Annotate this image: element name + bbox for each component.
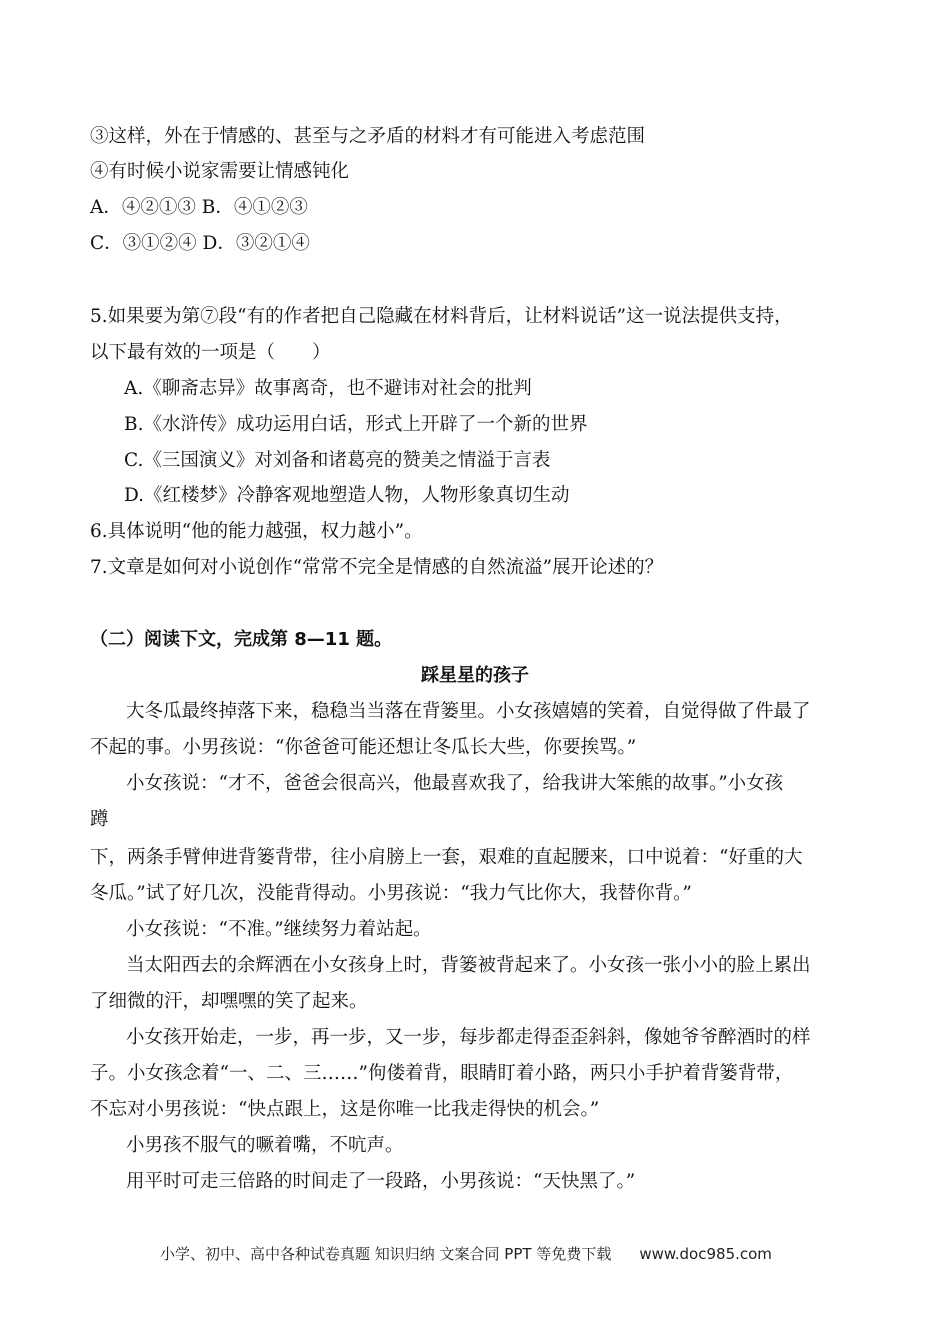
story-line: 大冬瓜最终掉落下来，稳稳当当落在背篓里。小女孩嬉嬉的笑着，自觉得做了件最了 — [126, 701, 811, 722]
page-footer — [160, 1244, 772, 1264]
story-line: 下，两条手臂伸进背篓背带，往小肩膀上一套，艰难的直起腰来，口中说着：“好重的大 — [90, 847, 803, 868]
story-line: 当太阳西去的余辉洒在小女孩身上时，背篓被背起来了。小女孩一张小小的脸上累出 — [126, 955, 811, 976]
story-line: 了细微的汗，却嘿嘿的笑了起来。 — [90, 991, 368, 1012]
story-line: 子。小女孩念着“一、二、三……”佝偻着背，眼睛盯着小路，两只小手护着背篓背带， — [90, 1063, 794, 1084]
q5-option-c: C.《三国演义》对刘备和诸葛亮的赞美之情溢于言表 — [124, 450, 551, 471]
q7-question: 7.文章是如何对小说创作“常常不完全是情感的自然流溢”展开论述的？ — [90, 557, 664, 578]
story-line: 小女孩说：“才不，爸爸会很高兴，他最喜欢我了，给我讲大笨熊的故事。”小女孩 — [126, 773, 784, 794]
q5-stem-line1: 5.如果要为第⑦段“有的作者把自己隐藏在材料背后，让材料说话”这一说法提供支持， — [90, 306, 793, 327]
story-line: 不起的事。小男孩说：“你爸爸可能还想让冬瓜长大些，你要挨骂。” — [90, 737, 637, 758]
story-line: 不忘对小男孩说：“快点跟上，这是你唯一比我走得快的机会。” — [90, 1099, 600, 1120]
footer-text: 小学、初中、高中各种试卷真题 知识归纳 文案合同 PPT 等免费下载 — [160, 1245, 612, 1263]
q5-option-b: B.《水浒传》成功运用白话，形式上开辟了一个新的世界 — [124, 414, 588, 435]
story-title: 踩星星的孩子 — [421, 665, 529, 686]
q5-option-a: A.《聊斋志异》故事离奇，也不避讳对社会的批判 — [124, 378, 532, 399]
story-line: 小女孩说：“不准。”继续努力着站起。 — [126, 919, 432, 940]
story-line: 小女孩开始走，一步，再一步，又一步，每步都走得歪歪斜斜，像她爷爷醉酒时的样 — [126, 1027, 811, 1048]
story-line: 用平时可走三倍路的时间走了一段路，小男孩说：“天快黑了。” — [126, 1171, 636, 1192]
section2-heading: （二）阅读下文，完成第 8—11 题。 — [90, 629, 393, 650]
story-line: 蹲 — [90, 809, 109, 830]
material-sentence-3: ③这样，外在于情感的、甚至与之矛盾的材料才有可能进入考虑范围 — [90, 126, 646, 147]
story-line: 冬瓜。”试了好几次，没能背得动。小男孩说：“我力气比你大，我替你背。” — [90, 883, 692, 904]
q6-question: 6.具体说明“他的能力越强，权力越小”。 — [90, 521, 423, 542]
material-sentence-4: ④有时候小说家需要让情感钝化 — [90, 161, 350, 182]
q5-stem-line2: 以下最有效的一项是（ ） — [90, 342, 331, 363]
footer-site-link[interactable]: www.doc985.com — [639, 1245, 772, 1263]
q4-options-ab: A．④②①③ B．④①②③ — [90, 197, 308, 218]
q5-option-d: D.《红楼梦》冷静客观地塑造人物，人物形象真切生动 — [124, 485, 570, 506]
story-line: 小男孩不服气的噘着嘴，不吭声。 — [126, 1135, 404, 1156]
q4-options-cd: C．③①②④ D．③②①④ — [90, 233, 310, 254]
